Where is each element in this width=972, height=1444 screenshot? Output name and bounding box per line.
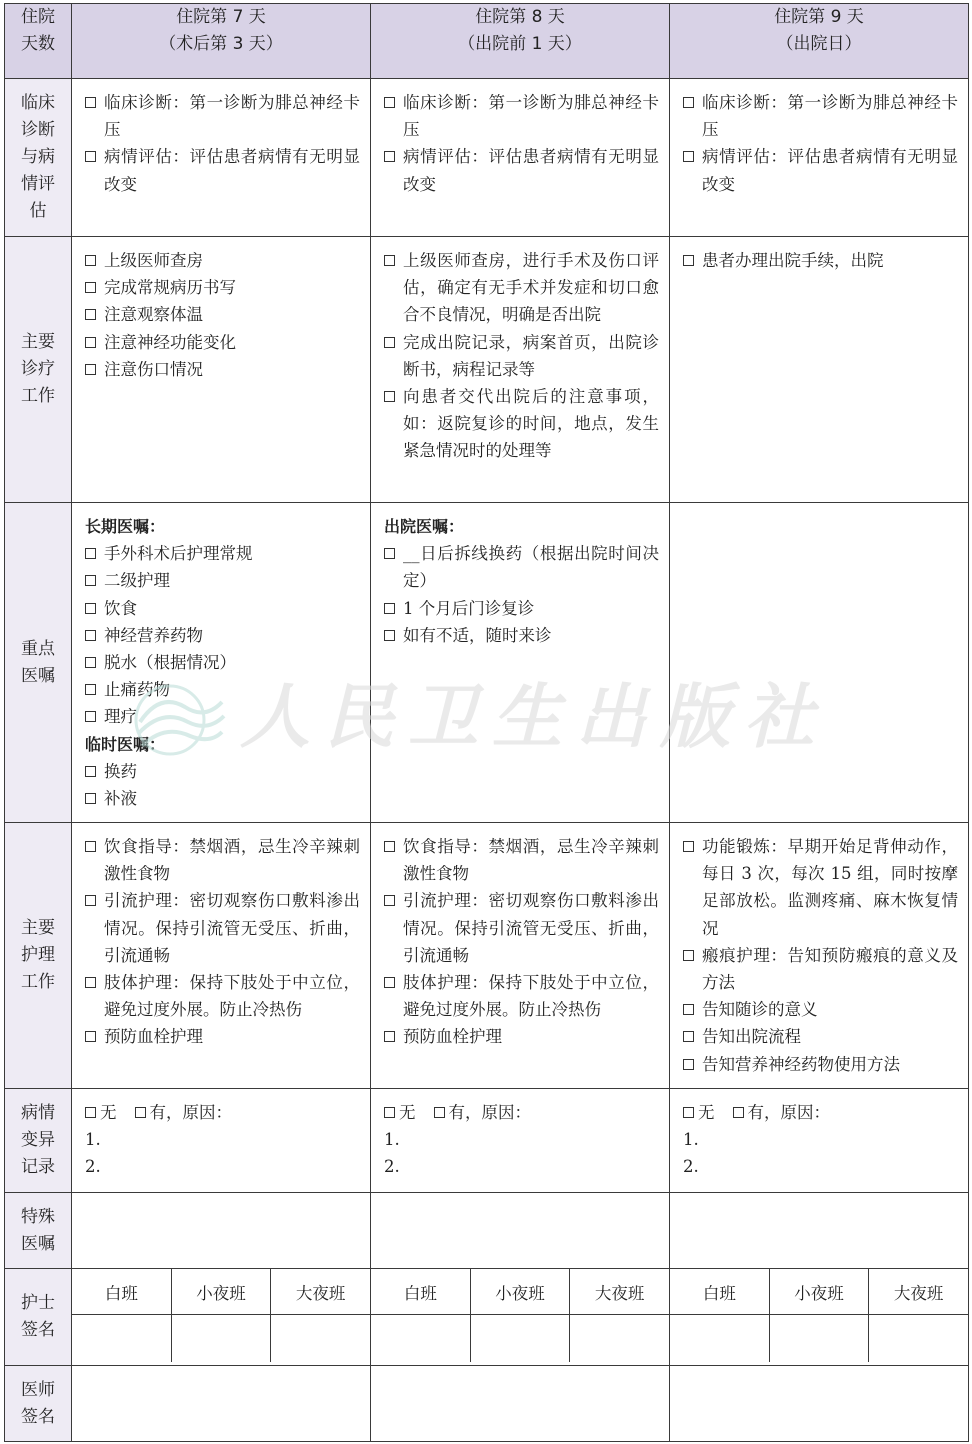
- checkbox[interactable]: [85, 151, 96, 162]
- list-item: 临床诊断：第一诊断为腓总神经卡压: [85, 89, 360, 143]
- checkbox[interactable]: [85, 977, 96, 988]
- checkbox[interactable]: [85, 97, 96, 108]
- nurse-sign-day8: [371, 1269, 670, 1366]
- stay-days-label: 住院天数: [5, 4, 72, 79]
- checkbox[interactable]: [384, 841, 395, 852]
- list-item: 1 个月后门诊复诊: [384, 595, 659, 622]
- shift-evening-label: 小夜班: [470, 1269, 569, 1315]
- list-item: 神经营养药物: [85, 622, 360, 649]
- checkbox[interactable]: [384, 337, 395, 348]
- checkbox[interactable]: [85, 657, 96, 668]
- checkbox[interactable]: [85, 603, 96, 614]
- list-item: 病情评估：评估患者病情有无明显改变: [683, 143, 958, 197]
- treatment-label: 主要诊疗工作: [5, 237, 72, 503]
- variation-day7: [72, 1089, 371, 1193]
- checkbox[interactable]: [85, 711, 96, 722]
- checkbox[interactable]: [85, 548, 96, 559]
- checkbox[interactable]: [85, 895, 96, 906]
- list-item: 补液: [85, 785, 360, 812]
- checkbox[interactable]: [85, 630, 96, 641]
- none-label: 无: [399, 1103, 416, 1122]
- variation-row: [5, 1089, 969, 1193]
- nurse-sign-day7: [72, 1269, 371, 1366]
- list-item: 瘢痕护理：告知预防瘢痕的意义及方法: [683, 942, 958, 996]
- treatment-day9: [670, 237, 969, 503]
- has-label: 有，原因：: [448, 1103, 531, 1122]
- checkbox[interactable]: [85, 684, 96, 695]
- checkbox-none[interactable]: [85, 1107, 96, 1118]
- checkbox[interactable]: [384, 630, 395, 641]
- diagnosis-day7: [72, 79, 371, 237]
- nurse-sign-label: 护士签名: [5, 1269, 72, 1366]
- variation-line-1: 1.: [683, 1130, 699, 1150]
- nursing-day8: [371, 823, 670, 1089]
- orders-label: 重点医嘱: [5, 503, 72, 823]
- checkbox[interactable]: [683, 1059, 694, 1070]
- list-item: 引流护理：密切观察伤口敷料渗出情况。保持引流管无受压、折曲，引流通畅: [85, 887, 360, 969]
- day-8-header: 住院第 8 天 （出院前 1 天）: [371, 4, 670, 79]
- list-item: 二级护理: [85, 567, 360, 594]
- special-label: 特殊医嘱: [5, 1193, 72, 1269]
- doctor-sign-row: [5, 1366, 969, 1442]
- list-item: 功能锻炼：早期开始足背伸动作，每日 3 次，每次 15 组，同时按摩足部放松。监测疼痛、麻木恢复情况: [683, 833, 958, 942]
- variation-line-1: 1.: [384, 1130, 400, 1150]
- checkbox[interactable]: [85, 282, 96, 293]
- nursing-row: [5, 823, 969, 1089]
- checkbox-has[interactable]: [733, 1107, 744, 1118]
- checkbox[interactable]: [384, 391, 395, 402]
- sign-box[interactable]: [769, 1315, 868, 1363]
- list-item: 引流护理：密切观察伤口敷料渗出情况。保持引流管无受压、折曲，引流通畅: [384, 887, 659, 969]
- list-item: 上级医师查房，进行手术及伤口评估，确定有无手术并发症和切口愈合不良情况，明确是否出院: [384, 247, 659, 329]
- variation-day9: [670, 1089, 969, 1193]
- checkbox[interactable]: [683, 841, 694, 852]
- list-item: 止痛药物: [85, 676, 360, 703]
- nurse-sign-row: [5, 1269, 969, 1366]
- sign-box[interactable]: [171, 1315, 270, 1363]
- list-item: 临床诊断：第一诊断为腓总神经卡压: [683, 89, 958, 143]
- sign-box[interactable]: [72, 1315, 171, 1363]
- list-item: 告知随诊的意义: [683, 996, 958, 1023]
- checkbox-none[interactable]: [384, 1107, 395, 1118]
- checkbox-none[interactable]: [683, 1107, 694, 1118]
- variation-line-1: 1.: [85, 1130, 101, 1150]
- shift-night-label: 大夜班: [271, 1269, 370, 1315]
- doctor-sign-day7[interactable]: [72, 1366, 371, 1442]
- list-item: 上级医师查房: [85, 247, 360, 274]
- day-9-header: 住院第 9 天 （出院日）: [670, 4, 969, 79]
- checkbox[interactable]: [384, 603, 395, 614]
- shift-evening-label: 小夜班: [171, 1269, 270, 1315]
- list-item: 向患者交代出院后的注意事项，如：返院复诊的时间，地点，发生紧急情况时的处理等: [384, 383, 659, 465]
- list-item: 饮食指导：禁烟酒，忌生冷辛辣刺激性食物: [85, 833, 360, 887]
- checkbox[interactable]: [85, 575, 96, 586]
- list-item: 告知营养神经药物使用方法: [683, 1051, 958, 1078]
- list-item: 肢体护理：保持下肢处于中立位，避免过度外展。防止冷热伤: [384, 969, 659, 1023]
- header-row: [5, 4, 969, 79]
- orders-day7: [72, 503, 371, 823]
- nursing-day9: [670, 823, 969, 1089]
- list-item: 注意观察体温: [85, 301, 360, 328]
- checkbox[interactable]: [384, 895, 395, 906]
- checkbox[interactable]: [384, 151, 395, 162]
- orders-row: [5, 503, 969, 823]
- variation-line-2: 2.: [85, 1157, 101, 1177]
- orders-day9: [670, 503, 969, 823]
- checkbox[interactable]: [85, 841, 96, 852]
- variation-day8: [371, 1089, 670, 1193]
- day-7-header: 住院第 7 天 （术后第 3 天）: [72, 4, 371, 79]
- checkbox[interactable]: [384, 255, 395, 266]
- list-item: __日后拆线换药（根据出院时间决定）: [384, 540, 659, 594]
- list-item: 完成常规病历书写: [85, 274, 360, 301]
- checkbox[interactable]: [683, 255, 694, 266]
- shift-evening-label: 小夜班: [769, 1269, 868, 1315]
- list-item: 注意伤口情况: [85, 356, 360, 383]
- list-item: 预防血栓护理: [85, 1023, 360, 1050]
- checkbox[interactable]: [384, 548, 395, 559]
- checkbox[interactable]: [384, 1031, 395, 1042]
- has-label: 有，原因：: [149, 1103, 232, 1122]
- long-term-orders-title: 长期医嘱：: [85, 517, 166, 536]
- treatment-day8: [371, 237, 670, 503]
- checkbox[interactable]: [85, 364, 96, 375]
- checkbox[interactable]: [85, 337, 96, 348]
- checkbox[interactable]: [683, 97, 694, 108]
- orders-day8: [371, 503, 670, 823]
- sign-box[interactable]: [271, 1315, 370, 1363]
- list-item: 预防血栓护理: [384, 1023, 659, 1050]
- list-item: 如有不适，随时来诊: [384, 622, 659, 649]
- nurse-sign-day9: [670, 1269, 969, 1366]
- checkbox[interactable]: [85, 255, 96, 266]
- checkbox[interactable]: [683, 151, 694, 162]
- checkbox[interactable]: [683, 1004, 694, 1015]
- checkbox[interactable]: [85, 766, 96, 777]
- shift-night-label: 大夜班: [570, 1269, 669, 1315]
- shift-day-label: 白班: [670, 1269, 769, 1315]
- list-item: 病情评估：评估患者病情有无明显改变: [85, 143, 360, 197]
- checkbox[interactable]: [384, 97, 395, 108]
- diagnosis-day9: [670, 79, 969, 237]
- list-item: 理疗: [85, 703, 360, 730]
- list-item: 病情评估：评估患者病情有无明显改变: [384, 143, 659, 197]
- diagnosis-label: 临床诊断与病情评估: [5, 79, 72, 237]
- shift-day-label: 白班: [371, 1269, 470, 1315]
- nursing-day7: [72, 823, 371, 1089]
- list-item: 临床诊断：第一诊断为腓总神经卡压: [384, 89, 659, 143]
- list-item: 脱水（根据情况）: [85, 649, 360, 676]
- checkbox[interactable]: [85, 309, 96, 320]
- list-item: 注意神经功能变化: [85, 329, 360, 356]
- watermark-text: 人民卫生出版社: [240, 675, 828, 758]
- sign-box[interactable]: [869, 1315, 968, 1363]
- variation-line-2: 2.: [384, 1157, 400, 1177]
- nursing-label: 主要护理工作: [5, 823, 72, 1089]
- checkbox-has[interactable]: [135, 1107, 146, 1118]
- discharge-orders-title: 出院医嘱：: [384, 517, 465, 536]
- checkbox[interactable]: [683, 950, 694, 961]
- special-row: [5, 1193, 969, 1269]
- checkbox[interactable]: [85, 793, 96, 804]
- list-item: 饮食指导：禁烟酒，忌生冷辛辣刺激性食物: [384, 833, 659, 887]
- doctor-sign-day9[interactable]: [670, 1366, 969, 1442]
- list-item: 换药: [85, 758, 360, 785]
- special-day9[interactable]: [670, 1193, 969, 1269]
- sign-box[interactable]: [570, 1315, 669, 1363]
- sign-box[interactable]: [470, 1315, 569, 1363]
- has-label: 有，原因：: [747, 1103, 830, 1122]
- diagnosis-row: [5, 79, 969, 237]
- shift-day-label: 白班: [72, 1269, 171, 1315]
- checkbox[interactable]: [683, 1031, 694, 1042]
- diagnosis-day8: [371, 79, 670, 237]
- list-item: 手外科术后护理常规: [85, 540, 360, 567]
- list-item: 肢体护理：保持下肢处于中立位，避免过度外展。防止冷热伤: [85, 969, 360, 1023]
- checkbox-has[interactable]: [434, 1107, 445, 1118]
- shift-night-label: 大夜班: [869, 1269, 968, 1315]
- doctor-sign-label: 医师签名: [5, 1366, 72, 1442]
- sign-box[interactable]: [371, 1315, 470, 1363]
- variation-label: 病情变异记录: [5, 1089, 72, 1193]
- doctor-sign-day8[interactable]: [371, 1366, 670, 1442]
- treatment-row: [5, 237, 969, 503]
- checkbox[interactable]: [384, 977, 395, 988]
- list-item: 完成出院记录，病案首页，出院诊断书，病程记录等: [384, 329, 659, 383]
- special-day7[interactable]: [72, 1193, 371, 1269]
- none-label: 无: [698, 1103, 715, 1122]
- variation-line-2: 2.: [683, 1157, 699, 1177]
- treatment-day7: [72, 237, 371, 503]
- none-label: 无: [100, 1103, 117, 1122]
- list-item: 患者办理出院手续，出院: [683, 247, 958, 274]
- checkbox[interactable]: [85, 1031, 96, 1042]
- clinical-pathway-table: [4, 3, 969, 1442]
- list-item: 告知出院流程: [683, 1023, 958, 1050]
- sign-box[interactable]: [670, 1315, 769, 1363]
- special-day8[interactable]: [371, 1193, 670, 1269]
- list-item: 饮食: [85, 595, 360, 622]
- temporary-orders-title: 临时医嘱：: [85, 734, 166, 754]
